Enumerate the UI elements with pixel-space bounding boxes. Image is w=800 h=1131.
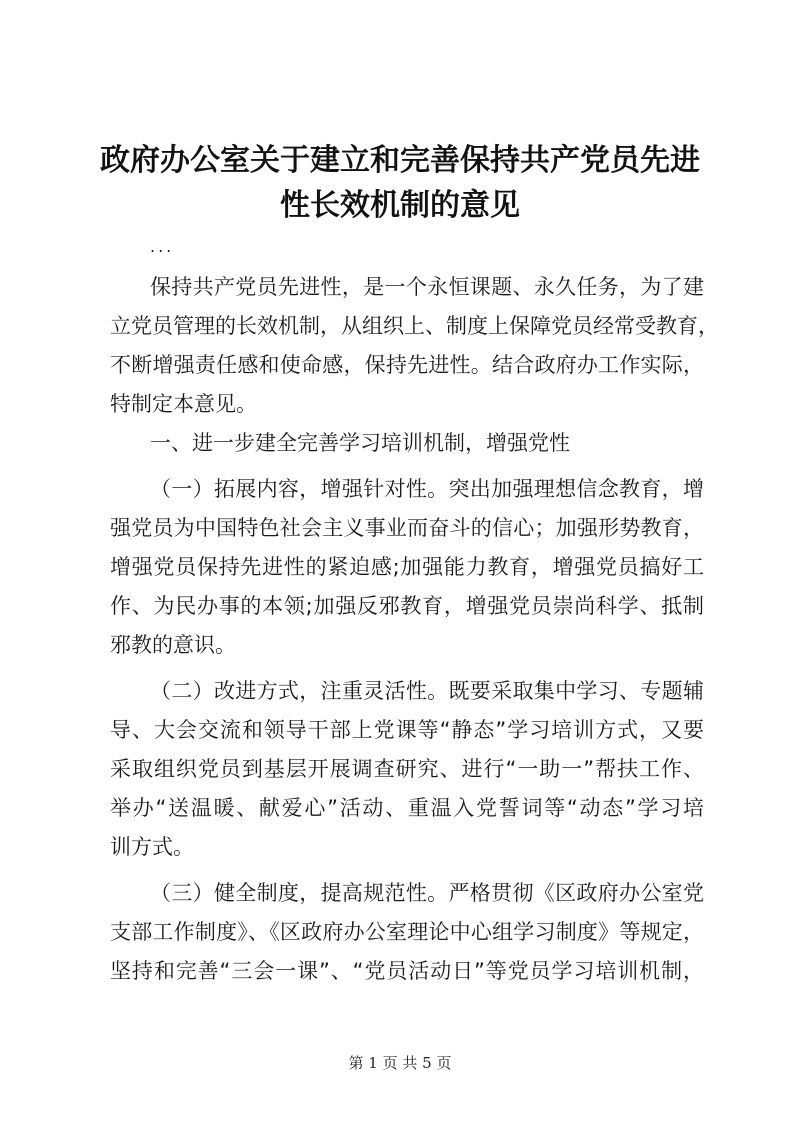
paragraph-3-line-5: 训方式。 [110,835,194,859]
paragraph-1-line-3: 不断增强责任感和使命感，保持先进性。结合政府办工作实际， [110,353,704,377]
paragraph-2-line-2: 强党员为中国特色社会主义事业而奋斗的信心；加强形势教育， [110,516,704,540]
paragraph-4-line-3: 坚持和完善“三会一课”、“党员活动日”等党员学习培训机制， [110,959,704,983]
paragraph-2-line-5: 邪教的意识。 [110,633,236,657]
paragraph-2-line-1: （一）拓展内容，增强针对性。突出加强理想信念教育，增 [150,477,704,501]
title-line-2: 性长效机制的意见 [280,188,520,223]
paragraph-4-line-2: 支部工作制度》、《区政府办公室理论中心组学习制度》等规定， [110,920,704,944]
paragraph-1-line-2: 立党员管理的长效机制，从组织上、制度上保障党员经常受教育， [110,314,719,338]
paragraph-3-line-3: 采取组织党员到基层开展调查研究、进行“一助一”帮扶工作、 [110,757,704,781]
title-line-1: 政府办公室关于建立和完善保持共产党员先进 [100,143,700,178]
section-heading-1: 一、进一步建全完善学习培训机制，增强党性 [150,431,570,455]
paragraph-3-line-1: （二）改进方式，注重灵活性。既要采取集中学习、专题辅 [150,679,704,703]
page-footer: 第 1 页 共 5 页 [348,1054,452,1072]
paragraph-3-line-2: 导、大会交流和领导干部上党课等“静态”学习培训方式，又要 [110,718,704,742]
paragraph-2-line-4: 作、为民办事的本领;加强反邪教育，增强党员崇尚科学、抵制 [110,594,704,618]
paragraph-4-line-1: （三）健全制度，提高规范性。严格贯彻《区政府办公室党 [150,881,704,905]
paragraph-1-line-1: 保持共产党员先进性，是一个永恒课题、永久任务，为了建 [150,275,704,299]
ellipsis-mark: ... [150,237,175,256]
paragraph-2-line-3: 增强党员保持先进性的紧迫感;加强能力教育，增强党员搞好工 [110,555,704,579]
document-title [100,138,700,228]
paragraph-1-line-4: 特制定本意见。 [110,392,257,416]
paragraph-3-line-4: 举办“送温暖、献爱心”活动、重温入党誓词等“动态”学习培 [110,796,704,820]
